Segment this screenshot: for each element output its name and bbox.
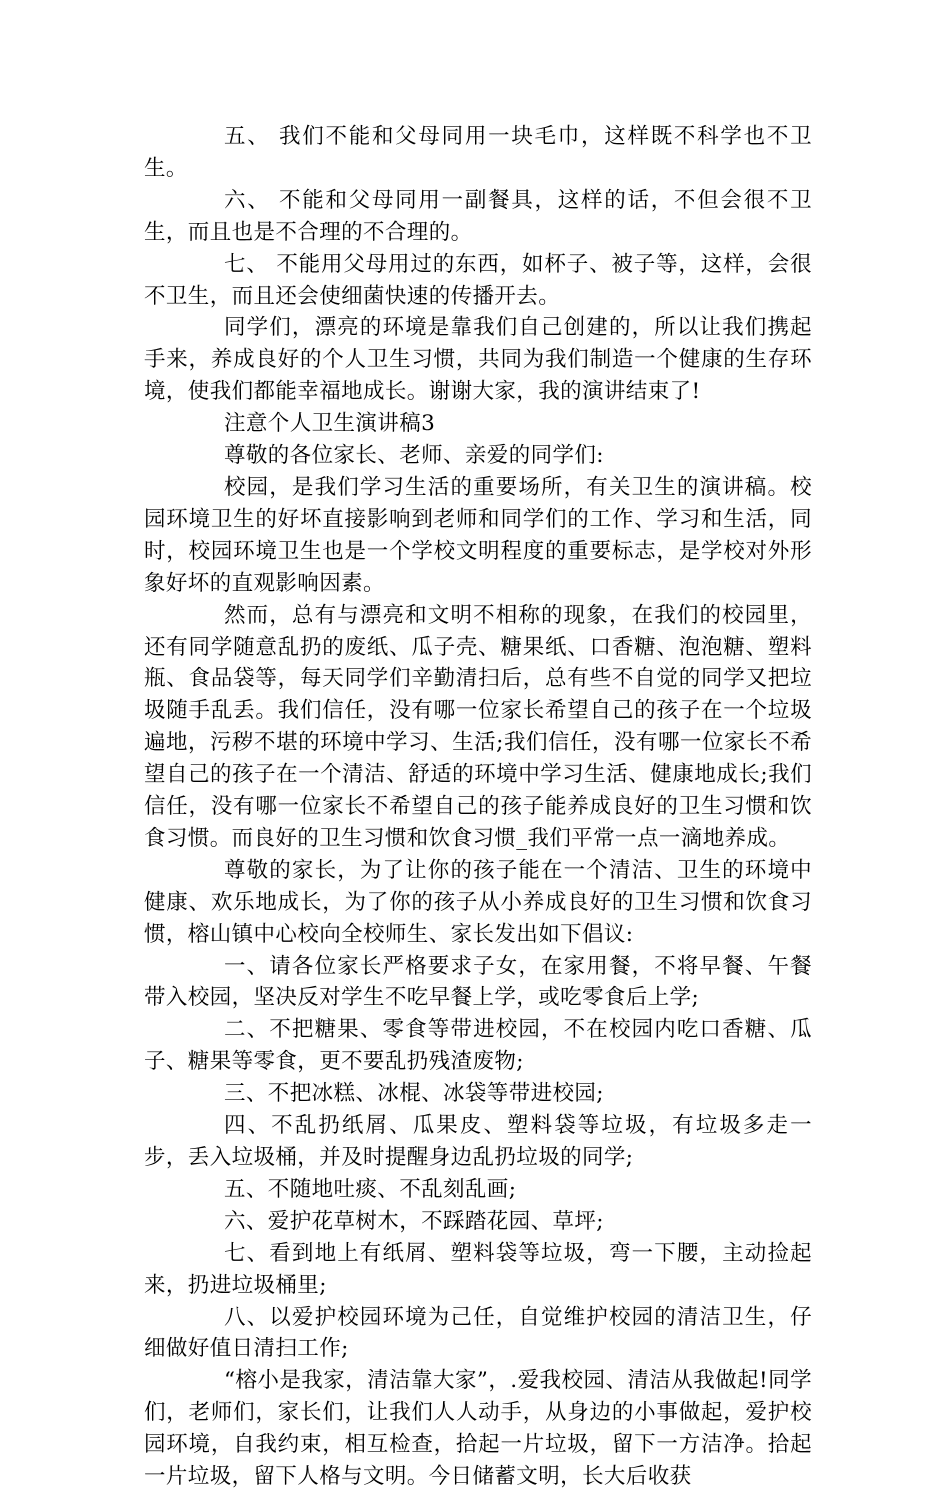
paragraph-item-5: 五、 我们不能和父母同用一块毛巾，这样既不科学也不卫生。	[144, 124, 812, 181]
proposal-item-7: 七、看到地上有纸屑、塑料袋等垃圾，弯一下腰，主动捡起来，扔进垃圾桶里;	[144, 1240, 812, 1298]
salutation: 尊敬的各位家长、老师、亲爱的同学们:	[224, 443, 604, 469]
proposal-item-5: 五、不随地吐痰、不乱刻乱画;	[224, 1176, 517, 1202]
paragraph-closing-remarks: 同学们，漂亮的环境是靠我们自己创建的，所以让我们携起手来，养成良好的个人卫生习惯，共同为我们制造一个健康的生存环境，使我们都能幸福地成长。谢谢大家，我的演讲结束了!	[144, 315, 812, 405]
proposal-item-2: 二、不把糖果、零食等带进校园，不在校园内吃口香糖、瓜子、糖果等零食，更不要乱扔残渣废物;	[144, 1017, 812, 1075]
proposal-item-8: 八、以爱护校园环境为己任，自觉维护校园的清洁卫生，仔细做好值日清扫工作;	[144, 1304, 812, 1362]
proposal-item-6: 六、爱护花草树木，不踩踏花园、草坪;	[224, 1208, 604, 1234]
paragraph-slogan: “榕小是我家，清洁靠大家”，.爱我校园、清洁从我做起!同学们，老师们，家长们，让我们人人动手，从身边的小事做起，爱护校园环境，自我约束，相互检查，拾起一片垃圾，留下一方洁净。拾起一片垃圾，留下人格与文明。今日储蓄文明，长大后收获	[144, 1368, 812, 1490]
paragraph-appeal: 尊敬的家长，为了让你的孩子能在一个清洁、卫生的环境中健康、欢乐地成长，为了你的孩子从小养成良好的卫生习惯和饮食习惯，榕山镇中心校向全校师生、家长发出如下倡议:	[144, 857, 812, 947]
proposal-item-4: 四、不乱扔纸屑、瓜果皮、塑料袋等垃圾，有垃圾多走一步，丢入垃圾桶，并及时提醒身边乱扔垃圾的同学;	[144, 1113, 812, 1170]
proposal-item-1: 一、请各位家长严格要求子女，在家用餐，不将早餐、午餐带入校园，坚决反对学生不吃早餐上学，或吃零食后上学;	[144, 953, 812, 1011]
section-heading: 注意个人卫生演讲稿3	[224, 411, 436, 437]
proposal-item-3: 三、不把冰糕、冰棍、冰袋等带进校园;	[224, 1081, 604, 1107]
paragraph-campus-intro: 校园，是我们学习生活的重要场所，有关卫生的演讲稿。校园环境卫生的好坏直接影响到老师和同学们的工作、学习和生活，同时，校园环境卫生也是一个学校文明程度的重要标志，是学校对外形象好坏的直观影响因素。	[144, 474, 812, 596]
document-body	[144, 121, 812, 1493]
paragraph-problem: 然而，总有与漂亮和文明不相称的现象，在我们的校园里，还有同学随意乱扔的废纸、瓜子壳、糖果纸、口香糖、泡泡糖、塑料瓶、食品袋等，每天同学们辛勤清扫后，总有些不自觉的同学又把垃圾随手乱丢。我们信任，没有哪一位家长希望自己的孩子在一个垃圾遍地，污秽不堪的环境中学习、生活;我们信任，没有哪一位家长不希望自己的孩子在一个清洁、舒适的环境中学习生活、健康地成长;我们信任，没有哪一位家长不希望自己的孩子能养成良好的卫生习惯和饮食习惯。而良好的卫生习惯和饮食习惯_我们平常一点一滴地养成。	[144, 602, 812, 851]
paragraph-item-7: 七、 不能用父母用过的东西，如杯子、被子等，这样，会很不卫生，而且还会使细菌快速的传播开去。	[144, 251, 812, 309]
paragraph-item-6: 六、 不能和父母同用一副餐具，这样的话，不但会很不卫生，而且也是不合理的不合理的。	[144, 187, 812, 245]
